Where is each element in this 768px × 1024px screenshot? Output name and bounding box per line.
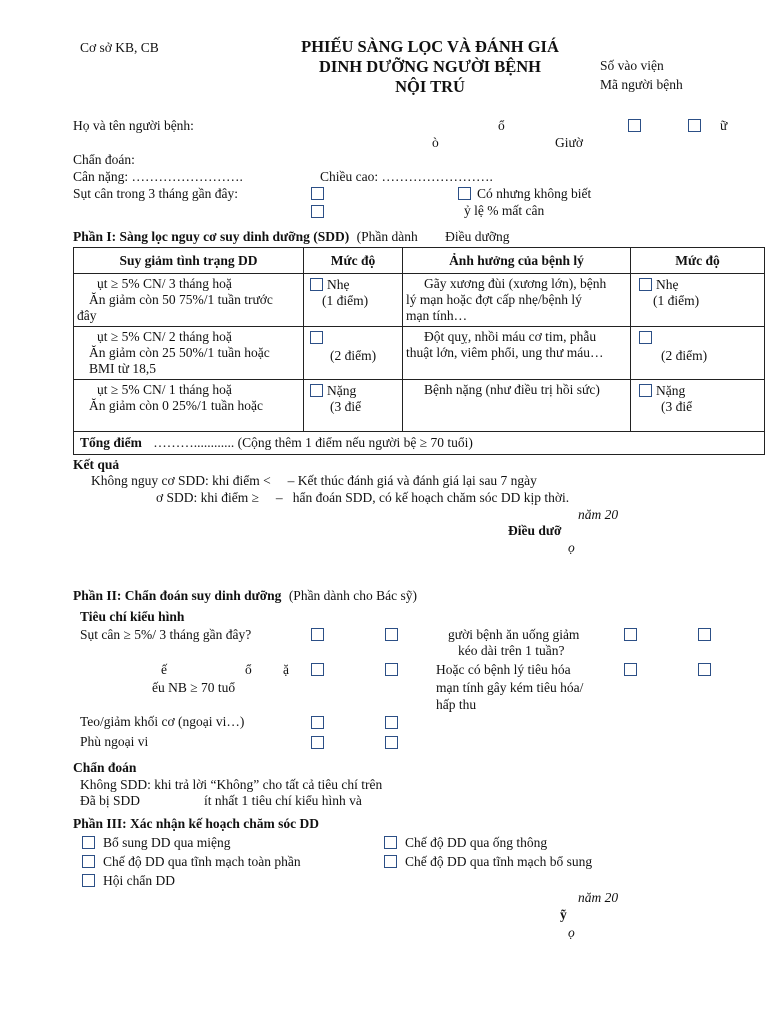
row1-level1-checkbox[interactable] bbox=[310, 278, 323, 291]
intake-no-checkbox[interactable] bbox=[698, 628, 711, 641]
title-line-2: DINH DƯỠNG NGƯỜI BỆNH bbox=[319, 57, 541, 76]
header-level-1: Mức độ bbox=[304, 248, 403, 274]
bmi-yes-checkbox[interactable] bbox=[311, 663, 324, 676]
fragment-text: ổ bbox=[498, 118, 505, 133]
muscle-loss-no-checkbox[interactable] bbox=[385, 716, 398, 729]
row3-left-1: ụt ≥ 5% CN/ 1 tháng hoặ bbox=[97, 382, 232, 397]
row3-level2-checkbox[interactable] bbox=[639, 384, 652, 397]
row2-middle-1: Đột quỵ, nhồi máu cơ tim, phẫu bbox=[424, 329, 597, 344]
row2-level1-points: (2 điểm) bbox=[330, 348, 377, 363]
fragment-text: ữ bbox=[720, 118, 728, 133]
part2-heading: Phần II: Chẩn đoán suy dinh dưỡng bbox=[73, 588, 282, 603]
consultation-label: Hội chẩn DD bbox=[103, 873, 175, 888]
part1-subtitle: (Phần dành bbox=[356, 229, 418, 244]
row1-level2-points: (1 điểm) bbox=[653, 293, 700, 308]
title-line-1: PHIẾU SÀNG LỌC VÀ ĐÁNH GIÁ bbox=[301, 37, 559, 56]
supplemental-parenteral-label: Chế độ DD qua tĩnh mạch bổ sung bbox=[405, 854, 593, 869]
fragment-text: ổ bbox=[245, 662, 252, 677]
supplemental-parenteral-checkbox[interactable] bbox=[384, 855, 397, 868]
total-parenteral-label: Chế độ DD qua tĩnh mạch toàn phần bbox=[103, 854, 301, 869]
result-title: Kết quả bbox=[73, 457, 120, 472]
weight-loss-label: Sụt cân trong 3 tháng gần đây: bbox=[73, 186, 238, 201]
row1-left-3: đây bbox=[77, 308, 97, 323]
criterion-gi-1: Hoặc có bệnh lý tiêu hóa bbox=[436, 662, 571, 677]
weight-loss-checkbox-1[interactable] bbox=[311, 187, 324, 200]
diagnosis-no-sdd: Không SDD: khi trả lời “Không” cho tất cả tiêu chí trên bbox=[80, 777, 383, 792]
row3-level1-checkbox[interactable] bbox=[310, 384, 323, 397]
diagnosis-sdd-criteria: ít nhất 1 tiêu chí kiểu hình và bbox=[204, 793, 362, 808]
height-label: Chiều cao: ……………………. bbox=[320, 169, 493, 184]
gender-checkbox-2[interactable] bbox=[688, 119, 701, 132]
row2-level1-checkbox[interactable] bbox=[310, 331, 323, 344]
weight-loss-unknown-label: Có nhưng không biết bbox=[477, 186, 592, 201]
row2-level2-checkbox[interactable] bbox=[639, 331, 652, 344]
gender-checkbox-1[interactable] bbox=[628, 119, 641, 132]
table-row bbox=[74, 274, 765, 327]
bed-label: Giườ bbox=[555, 135, 583, 150]
part2-subtitle: (Phần dành cho Bác sỹ) bbox=[288, 588, 418, 603]
screening-table bbox=[73, 247, 765, 455]
diagnosis-title: Chẩn đoán bbox=[73, 760, 137, 775]
row2-left-3: BMI từ 18,5 bbox=[89, 361, 156, 376]
part3-year: năm 20 bbox=[578, 890, 619, 905]
table-row bbox=[74, 380, 765, 432]
row2-middle-2: thuật lớn, viêm phổi, ung thư máu… bbox=[406, 345, 604, 360]
gi-no-checkbox[interactable] bbox=[698, 663, 711, 676]
total-text: ………............ (Cộng thêm 1 điểm nếu người bệ ≥ 70 tuổi) bbox=[153, 435, 473, 450]
row2-left-2: Ăn giảm còn 25 50%/1 tuần hoặc bbox=[89, 345, 270, 360]
muscle-loss-yes-checkbox[interactable] bbox=[311, 716, 324, 729]
fragment-text: ỹ bbox=[560, 907, 567, 922]
row1-level2-text: Nhẹ bbox=[656, 277, 679, 292]
row3-level2-text: Nặng bbox=[656, 383, 686, 398]
weight-loss-yes-checkbox[interactable] bbox=[311, 628, 324, 641]
weight-label: Cân nặng: ……………………. bbox=[73, 169, 243, 184]
diagnosis-sdd: Đã bị SDD bbox=[80, 793, 140, 808]
result-year: năm 20 bbox=[578, 507, 619, 522]
total-row bbox=[74, 432, 765, 455]
result-risk: ơ SDD: khi điểm ≥ – hẩn đoán SDD, có kế hoạch chăm sóc DD kịp thời. bbox=[156, 490, 570, 505]
part1-subtitle-2: Điều dưỡng bbox=[445, 229, 510, 244]
edema-no-checkbox[interactable] bbox=[385, 736, 398, 749]
tube-feeding-label: Chế độ DD qua ống thông bbox=[405, 835, 548, 850]
row1-middle-1: Gãy xương đùi (xương lớn), bệnh bbox=[424, 276, 607, 291]
bmi-no-checkbox[interactable] bbox=[385, 663, 398, 676]
criterion-gi-2: mạn tính gây kém tiêu hóa/ bbox=[436, 680, 584, 695]
weight-loss-no-checkbox[interactable] bbox=[385, 628, 398, 641]
row1-level2-checkbox[interactable] bbox=[639, 278, 652, 291]
part2-title bbox=[73, 588, 417, 604]
part1-title bbox=[73, 229, 509, 245]
row1-middle-2: lý mạn hoặc đợt cấp nhẹ/bệnh lý bbox=[406, 292, 582, 307]
weight-loss-unknown-checkbox[interactable] bbox=[458, 187, 471, 200]
patient-code-label: Mã người bệnh bbox=[600, 77, 683, 92]
weight-loss-checkbox-2[interactable] bbox=[311, 205, 324, 218]
part3-title: Phần III: Xác nhận kế hoạch chăm sóc DD bbox=[73, 816, 320, 831]
criterion-weight-loss: Sụt cân ≥ 5%/ 3 tháng gần đây? bbox=[80, 627, 252, 642]
oral-supplement-checkbox[interactable] bbox=[82, 836, 95, 849]
total-parenteral-checkbox[interactable] bbox=[82, 855, 95, 868]
row1-level1-points: (1 điểm) bbox=[322, 293, 369, 308]
row3-level1-points: (3 điể bbox=[330, 399, 362, 414]
gi-yes-checkbox[interactable] bbox=[624, 663, 637, 676]
row1-middle-3: mạn tính… bbox=[406, 308, 468, 323]
result-no-risk: Không nguy cơ SDD: khi điểm < – Kết thúc đánh giá và đánh giá lại sau 7 ngày bbox=[91, 473, 537, 488]
row1-left-2: Ăn giảm còn 50 75%/1 tuần trước bbox=[89, 292, 273, 307]
intake-yes-checkbox[interactable] bbox=[624, 628, 637, 641]
criterion-edema: Phù ngoại vi bbox=[80, 734, 149, 749]
row3-level1-text: Nặng bbox=[327, 383, 357, 398]
criterion-intake-1: gười bệnh ăn uống giảm bbox=[448, 627, 580, 642]
fragment-text: ế bbox=[161, 662, 167, 677]
row3-level2-points: (3 điể bbox=[661, 399, 693, 414]
criterion-bmi-age: ếu NB ≥ 70 tuổ bbox=[152, 680, 236, 695]
patient-name-label: Họ và tên người bệnh: bbox=[73, 118, 194, 133]
form-title bbox=[270, 37, 590, 97]
row2-left-1: ụt ≥ 5% CN/ 2 tháng hoặ bbox=[97, 329, 232, 344]
facility-label: Cơ sở KB, CB bbox=[80, 40, 159, 55]
weight-loss-percent-label: ỷ lệ % mất cân bbox=[464, 203, 545, 218]
fragment-text: ọ bbox=[568, 925, 575, 940]
fragment-text: ặ bbox=[283, 662, 289, 677]
header-level-2: Mức độ bbox=[631, 248, 765, 274]
total-label: Tổng điểm bbox=[80, 435, 142, 450]
table-row bbox=[74, 327, 765, 380]
criterion-gi-3: hấp thu bbox=[436, 697, 477, 712]
diagnosis-label: Chẩn đoán: bbox=[73, 152, 135, 167]
admission-number-label: Số vào viện bbox=[600, 58, 664, 73]
row1-left-1: ụt ≥ 5% CN/ 3 tháng hoặ bbox=[97, 276, 232, 291]
fragment-text: ò bbox=[432, 135, 439, 150]
criterion-muscle-loss: Teo/giảm khối cơ (ngoại vi…) bbox=[80, 714, 245, 729]
header-disease-impact: Ảnh hưởng của bệnh lý bbox=[403, 248, 631, 274]
tube-feeding-checkbox[interactable] bbox=[384, 836, 397, 849]
title-line-3: NỘI TRÚ bbox=[395, 77, 465, 96]
nurse-signature-label: Điều dưỡ bbox=[508, 523, 562, 538]
criterion-intake-2: kéo dài trên 1 tuần? bbox=[458, 643, 565, 658]
row3-middle-1: Bệnh nặng (như điều trị hồi sức) bbox=[424, 382, 600, 397]
oral-supplement-label: Bổ sung DD qua miệng bbox=[103, 835, 231, 850]
row2-level2-points: (2 điểm) bbox=[661, 348, 708, 363]
row1-level1-text: Nhẹ bbox=[327, 277, 350, 292]
edema-yes-checkbox[interactable] bbox=[311, 736, 324, 749]
consultation-checkbox[interactable] bbox=[82, 874, 95, 887]
fragment-text: ọ bbox=[568, 540, 575, 555]
header-weight-decline: Suy giảm tình trạng DD bbox=[74, 248, 304, 274]
part1-heading: Phần I: Sàng lọc nguy cơ suy dinh dưỡng (SDD) bbox=[73, 229, 350, 244]
criteria-title: Tiêu chí kiểu hình bbox=[80, 609, 185, 624]
row3-left-2: Ăn giảm còn 0 25%/1 tuần hoặc bbox=[89, 398, 263, 413]
